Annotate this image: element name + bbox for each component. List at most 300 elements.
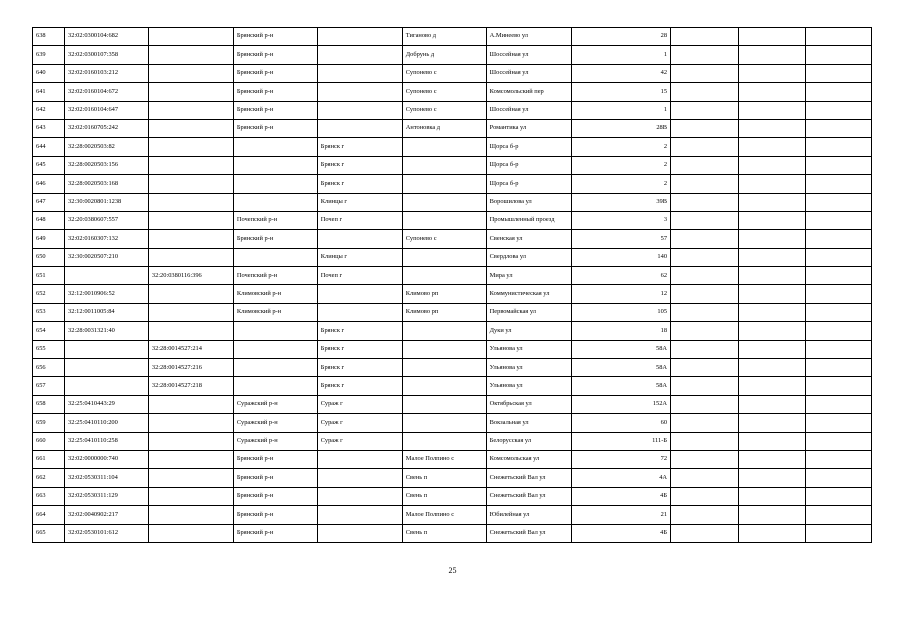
city-cell <box>317 230 402 248</box>
empty-cell <box>671 267 739 285</box>
city-cell: Сураж г <box>317 414 402 432</box>
city-cell <box>317 450 402 468</box>
cadastral-number-alt-cell <box>148 432 233 450</box>
empty-cell <box>671 156 739 174</box>
settlement-cell <box>402 414 486 432</box>
cadastral-number-cell: 32:12:0011005:84 <box>65 303 149 321</box>
street-cell: Романтика ул <box>486 119 571 137</box>
cadastral-number-cell <box>65 359 149 377</box>
street-cell: Мира ул <box>486 267 571 285</box>
table-row <box>33 506 872 524</box>
row-number-cell: 656 <box>33 359 65 377</box>
cadastral-number-cell <box>65 267 149 285</box>
district-cell: Брянский р-н <box>233 64 317 82</box>
table-row <box>33 175 872 193</box>
table-row <box>33 46 872 64</box>
street-cell: Шоссейная ул <box>486 46 571 64</box>
cadastral-number-cell: 32:28:0020503:168 <box>65 175 149 193</box>
street-cell: Шоссейная ул <box>486 64 571 82</box>
district-cell <box>233 359 317 377</box>
empty-cell <box>739 469 805 487</box>
empty-cell <box>739 487 805 505</box>
cadastral-number-cell: 32:30:0020507:210 <box>65 248 149 266</box>
city-cell <box>317 524 402 542</box>
district-cell: Брянский р-н <box>233 524 317 542</box>
street-cell: Снежетьский Вал ул <box>486 487 571 505</box>
street-cell: Свердлова ул <box>486 248 571 266</box>
settlement-cell: Антоновка д <box>402 119 486 137</box>
street-cell: Коммунистическая ул <box>486 285 571 303</box>
empty-cell <box>805 450 871 468</box>
table-row <box>33 248 872 266</box>
house-number-cell: 1 <box>571 101 670 119</box>
row-number-cell: 650 <box>33 248 65 266</box>
district-cell <box>233 340 317 358</box>
house-number-cell: 62 <box>571 267 670 285</box>
row-number-cell: 639 <box>33 46 65 64</box>
street-cell: Первомайская ул <box>486 303 571 321</box>
settlement-cell: Добрунь д <box>402 46 486 64</box>
settlement-cell <box>402 138 486 156</box>
house-number-cell: 58А <box>571 359 670 377</box>
empty-cell <box>671 450 739 468</box>
empty-cell <box>805 414 871 432</box>
house-number-cell: 111-Б <box>571 432 670 450</box>
city-cell: Сураж г <box>317 395 402 413</box>
cadastral-number-alt-cell <box>148 487 233 505</box>
cadastral-number-alt-cell <box>148 469 233 487</box>
city-cell <box>317 83 402 101</box>
cadastral-number-cell: 32:25:0410443:29 <box>65 395 149 413</box>
table-row <box>33 487 872 505</box>
settlement-cell <box>402 359 486 377</box>
table-row <box>33 432 872 450</box>
cadastral-number-alt-cell <box>148 175 233 193</box>
district-cell: Брянский р-н <box>233 469 317 487</box>
district-cell: Брянский р-н <box>233 506 317 524</box>
table-row <box>33 267 872 285</box>
empty-cell <box>739 28 805 46</box>
cadastral-number-cell: 32:02:0160104:647 <box>65 101 149 119</box>
table-row <box>33 524 872 542</box>
empty-cell <box>739 267 805 285</box>
empty-cell <box>671 395 739 413</box>
city-cell <box>317 487 402 505</box>
empty-cell <box>671 524 739 542</box>
table-row <box>33 119 872 137</box>
empty-cell <box>739 414 805 432</box>
cadastral-number-alt-cell <box>148 285 233 303</box>
house-number-cell: 4А <box>571 469 670 487</box>
district-cell: Брянский р-н <box>233 83 317 101</box>
empty-cell <box>739 285 805 303</box>
cadastral-number-alt-cell: 32:28:0014527:214 <box>148 340 233 358</box>
settlement-cell <box>402 322 486 340</box>
empty-cell <box>805 340 871 358</box>
empty-cell <box>671 487 739 505</box>
empty-cell <box>671 46 739 64</box>
city-cell: Брянск г <box>317 138 402 156</box>
settlement-cell <box>402 248 486 266</box>
street-cell: Щорса б-р <box>486 138 571 156</box>
empty-cell <box>739 156 805 174</box>
cadastral-number-cell: 32:02:0160103:212 <box>65 64 149 82</box>
empty-cell <box>739 119 805 137</box>
row-number-cell: 645 <box>33 156 65 174</box>
row-number-cell: 658 <box>33 395 65 413</box>
cadastral-number-cell: 32:20:0380607:557 <box>65 211 149 229</box>
empty-cell <box>671 432 739 450</box>
row-number-cell: 664 <box>33 506 65 524</box>
empty-cell <box>671 175 739 193</box>
empty-cell <box>671 340 739 358</box>
house-number-cell: 12 <box>571 285 670 303</box>
cadastral-number-alt-cell <box>148 211 233 229</box>
district-cell: Брянский р-н <box>233 119 317 137</box>
house-number-cell: 2 <box>571 156 670 174</box>
empty-cell <box>739 83 805 101</box>
cadastral-number-alt-cell <box>148 414 233 432</box>
empty-cell <box>671 469 739 487</box>
city-cell <box>317 469 402 487</box>
settlement-cell <box>402 432 486 450</box>
cadastral-number-cell: 32:02:0530101:612 <box>65 524 149 542</box>
district-cell: Брянский р-н <box>233 487 317 505</box>
empty-cell <box>671 303 739 321</box>
empty-cell <box>671 193 739 211</box>
street-cell: Щорса б-р <box>486 175 571 193</box>
street-cell: А.Минеево ул <box>486 28 571 46</box>
table-row <box>33 395 872 413</box>
empty-cell <box>805 28 871 46</box>
table-row <box>33 359 872 377</box>
settlement-cell: Свень п <box>402 487 486 505</box>
empty-cell <box>671 64 739 82</box>
table-row <box>33 322 872 340</box>
cadastral-number-cell: 32:28:0020503:82 <box>65 138 149 156</box>
settlement-cell <box>402 340 486 358</box>
cadastral-number-cell: 32:12:0010906:52 <box>65 285 149 303</box>
empty-cell <box>805 267 871 285</box>
settlement-cell <box>402 395 486 413</box>
settlement-cell: Климово рп <box>402 303 486 321</box>
empty-cell <box>671 138 739 156</box>
cadastral-number-alt-cell <box>148 156 233 174</box>
empty-cell <box>805 506 871 524</box>
row-number-cell: 659 <box>33 414 65 432</box>
empty-cell <box>671 506 739 524</box>
empty-cell <box>805 156 871 174</box>
cadastral-number-cell: 32:02:0160104:672 <box>65 83 149 101</box>
empty-cell <box>805 395 871 413</box>
district-cell <box>233 156 317 174</box>
cadastral-number-alt-cell <box>148 193 233 211</box>
table-row <box>33 101 872 119</box>
city-cell: Брянск г <box>317 156 402 174</box>
cadastral-number-cell: 32:02:0040902:217 <box>65 506 149 524</box>
empty-cell <box>805 101 871 119</box>
settlement-cell: Малое Полпино с <box>402 506 486 524</box>
district-cell <box>233 377 317 395</box>
empty-cell <box>671 248 739 266</box>
empty-cell <box>805 359 871 377</box>
cadastral-number-alt-cell <box>148 64 233 82</box>
cadastral-number-alt-cell <box>148 119 233 137</box>
empty-cell <box>739 175 805 193</box>
empty-cell <box>671 377 739 395</box>
district-cell: Брянский р-н <box>233 46 317 64</box>
district-cell: Почепский р-н <box>233 211 317 229</box>
empty-cell <box>739 432 805 450</box>
empty-cell <box>739 524 805 542</box>
empty-cell <box>805 46 871 64</box>
table-row <box>33 285 872 303</box>
empty-cell <box>805 303 871 321</box>
district-cell <box>233 322 317 340</box>
cadastral-number-alt-cell <box>148 230 233 248</box>
city-cell <box>317 64 402 82</box>
street-cell: Снежетьский Вал ул <box>486 469 571 487</box>
row-number-cell: 651 <box>33 267 65 285</box>
register-table-body <box>33 28 872 543</box>
register-table <box>32 27 872 543</box>
empty-cell <box>739 322 805 340</box>
cadastral-number-alt-cell <box>148 28 233 46</box>
cadastral-number-alt-cell <box>148 46 233 64</box>
street-cell: Промышленный проезд <box>486 211 571 229</box>
empty-cell <box>739 230 805 248</box>
district-cell: Брянский р-н <box>233 101 317 119</box>
settlement-cell <box>402 267 486 285</box>
empty-cell <box>739 303 805 321</box>
settlement-cell <box>402 193 486 211</box>
empty-cell <box>805 83 871 101</box>
cadastral-number-cell <box>65 340 149 358</box>
district-cell <box>233 138 317 156</box>
cadastral-number-alt-cell <box>148 322 233 340</box>
city-cell: Почеп г <box>317 267 402 285</box>
house-number-cell: 2 <box>571 175 670 193</box>
house-number-cell: 72 <box>571 450 670 468</box>
row-number-cell: 646 <box>33 175 65 193</box>
row-number-cell: 661 <box>33 450 65 468</box>
district-cell: Суражский р-н <box>233 414 317 432</box>
city-cell <box>317 46 402 64</box>
empty-cell <box>739 395 805 413</box>
table-row <box>33 450 872 468</box>
cadastral-number-alt-cell <box>148 303 233 321</box>
table-row <box>33 211 872 229</box>
cadastral-number-cell: 32:02:0000000:740 <box>65 450 149 468</box>
district-cell: Брянский р-н <box>233 230 317 248</box>
cadastral-number-cell: 32:28:0020503:156 <box>65 156 149 174</box>
table-row <box>33 138 872 156</box>
empty-cell <box>805 248 871 266</box>
city-cell <box>317 506 402 524</box>
row-number-cell: 641 <box>33 83 65 101</box>
district-cell <box>233 193 317 211</box>
empty-cell <box>805 377 871 395</box>
empty-cell <box>805 322 871 340</box>
house-number-cell: 4Б <box>571 524 670 542</box>
house-number-cell: 18 <box>571 322 670 340</box>
row-number-cell: 643 <box>33 119 65 137</box>
cadastral-number-alt-cell <box>148 450 233 468</box>
street-cell: Ульянова ул <box>486 340 571 358</box>
table-row <box>33 469 872 487</box>
city-cell <box>317 28 402 46</box>
house-number-cell: 3 <box>571 211 670 229</box>
empty-cell <box>739 101 805 119</box>
street-cell: Свенская ул <box>486 230 571 248</box>
settlement-cell: Супонево с <box>402 230 486 248</box>
settlement-cell <box>402 156 486 174</box>
row-number-cell: 647 <box>33 193 65 211</box>
city-cell: Клинцы г <box>317 248 402 266</box>
street-cell: Юбилейная ул <box>486 506 571 524</box>
house-number-cell: 140 <box>571 248 670 266</box>
district-cell: Суражский р-н <box>233 395 317 413</box>
house-number-cell: 15 <box>571 83 670 101</box>
settlement-cell: Супонево с <box>402 101 486 119</box>
house-number-cell: 58А <box>571 340 670 358</box>
empty-cell <box>739 359 805 377</box>
row-number-cell: 649 <box>33 230 65 248</box>
house-number-cell: 152А <box>571 395 670 413</box>
cadastral-number-alt-cell <box>148 506 233 524</box>
city-cell <box>317 303 402 321</box>
city-cell <box>317 101 402 119</box>
cadastral-number-cell: 32:30:0020801:1238 <box>65 193 149 211</box>
empty-cell <box>739 46 805 64</box>
settlement-cell: Супонево с <box>402 83 486 101</box>
cadastral-number-alt-cell <box>148 395 233 413</box>
street-cell: Ульянова ул <box>486 359 571 377</box>
row-number-cell: 652 <box>33 285 65 303</box>
empty-cell <box>739 193 805 211</box>
house-number-cell: 21 <box>571 506 670 524</box>
settlement-cell: Свень п <box>402 469 486 487</box>
table-row <box>33 303 872 321</box>
empty-cell <box>671 322 739 340</box>
empty-cell <box>671 101 739 119</box>
settlement-cell: Свень п <box>402 524 486 542</box>
house-number-cell: 105 <box>571 303 670 321</box>
street-cell: Комсомольский пер <box>486 83 571 101</box>
row-number-cell: 663 <box>33 487 65 505</box>
cadastral-number-cell: 32:02:0530311:129 <box>65 487 149 505</box>
table-row <box>33 64 872 82</box>
cadastral-number-cell: 32:25:0410110:200 <box>65 414 149 432</box>
cadastral-number-cell: 32:28:0031321:40 <box>65 322 149 340</box>
city-cell <box>317 285 402 303</box>
empty-cell <box>739 377 805 395</box>
cadastral-number-cell: 32:02:0530311:104 <box>65 469 149 487</box>
empty-cell <box>739 248 805 266</box>
street-cell: Шоссейная ул <box>486 101 571 119</box>
street-cell: Комсомольская ул <box>486 450 571 468</box>
district-cell: Брянский р-н <box>233 450 317 468</box>
empty-cell <box>805 175 871 193</box>
house-number-cell: 28В <box>571 119 670 137</box>
table-row <box>33 193 872 211</box>
row-number-cell: 660 <box>33 432 65 450</box>
house-number-cell: 58А <box>571 377 670 395</box>
row-number-cell: 662 <box>33 469 65 487</box>
city-cell: Брянск г <box>317 377 402 395</box>
row-number-cell: 654 <box>33 322 65 340</box>
row-number-cell: 665 <box>33 524 65 542</box>
table-row <box>33 414 872 432</box>
empty-cell <box>805 211 871 229</box>
page-number: 25 <box>448 566 457 575</box>
house-number-cell: 1 <box>571 46 670 64</box>
cadastral-number-alt-cell: 32:20:0380116:396 <box>148 267 233 285</box>
table-row <box>33 83 872 101</box>
empty-cell <box>671 414 739 432</box>
cadastral-number-alt-cell <box>148 101 233 119</box>
empty-cell <box>739 64 805 82</box>
row-number-cell: 657 <box>33 377 65 395</box>
district-cell: Климовский р-н <box>233 303 317 321</box>
city-cell: Почеп г <box>317 211 402 229</box>
cadastral-number-cell: 32:02:0160307:132 <box>65 230 149 248</box>
empty-cell <box>739 340 805 358</box>
empty-cell <box>671 230 739 248</box>
settlement-cell: Супонево с <box>402 64 486 82</box>
empty-cell <box>739 506 805 524</box>
district-cell: Суражский р-н <box>233 432 317 450</box>
row-number-cell: 638 <box>33 28 65 46</box>
row-number-cell: 642 <box>33 101 65 119</box>
district-cell: Климовский р-н <box>233 285 317 303</box>
table-row <box>33 28 872 46</box>
table-row <box>33 340 872 358</box>
city-cell <box>317 119 402 137</box>
empty-cell <box>739 138 805 156</box>
settlement-cell: Тиганово д <box>402 28 486 46</box>
cadastral-number-alt-cell: 32:28:0014527:218 <box>148 377 233 395</box>
empty-cell <box>739 211 805 229</box>
empty-cell <box>671 359 739 377</box>
street-cell: Октябрьская ул <box>486 395 571 413</box>
empty-cell <box>671 119 739 137</box>
city-cell: Брянск г <box>317 340 402 358</box>
row-number-cell: 640 <box>33 64 65 82</box>
empty-cell <box>805 230 871 248</box>
street-cell: Ворошилова ул <box>486 193 571 211</box>
cadastral-number-alt-cell <box>148 83 233 101</box>
house-number-cell: 57 <box>571 230 670 248</box>
table-row <box>33 377 872 395</box>
street-cell: Щорса б-р <box>486 156 571 174</box>
empty-cell <box>739 450 805 468</box>
empty-cell <box>671 28 739 46</box>
empty-cell <box>805 193 871 211</box>
empty-cell <box>805 119 871 137</box>
settlement-cell: Климово рп <box>402 285 486 303</box>
cadastral-number-cell: 32:25:0410110:258 <box>65 432 149 450</box>
empty-cell <box>671 83 739 101</box>
row-number-cell: 644 <box>33 138 65 156</box>
city-cell: Сураж г <box>317 432 402 450</box>
cadastral-number-cell: 32:02:0300107:358 <box>65 46 149 64</box>
street-cell: Вокзальная ул <box>486 414 571 432</box>
city-cell: Клинцы г <box>317 193 402 211</box>
street-cell: Дуки ул <box>486 322 571 340</box>
empty-cell <box>805 432 871 450</box>
city-cell: Брянск г <box>317 359 402 377</box>
